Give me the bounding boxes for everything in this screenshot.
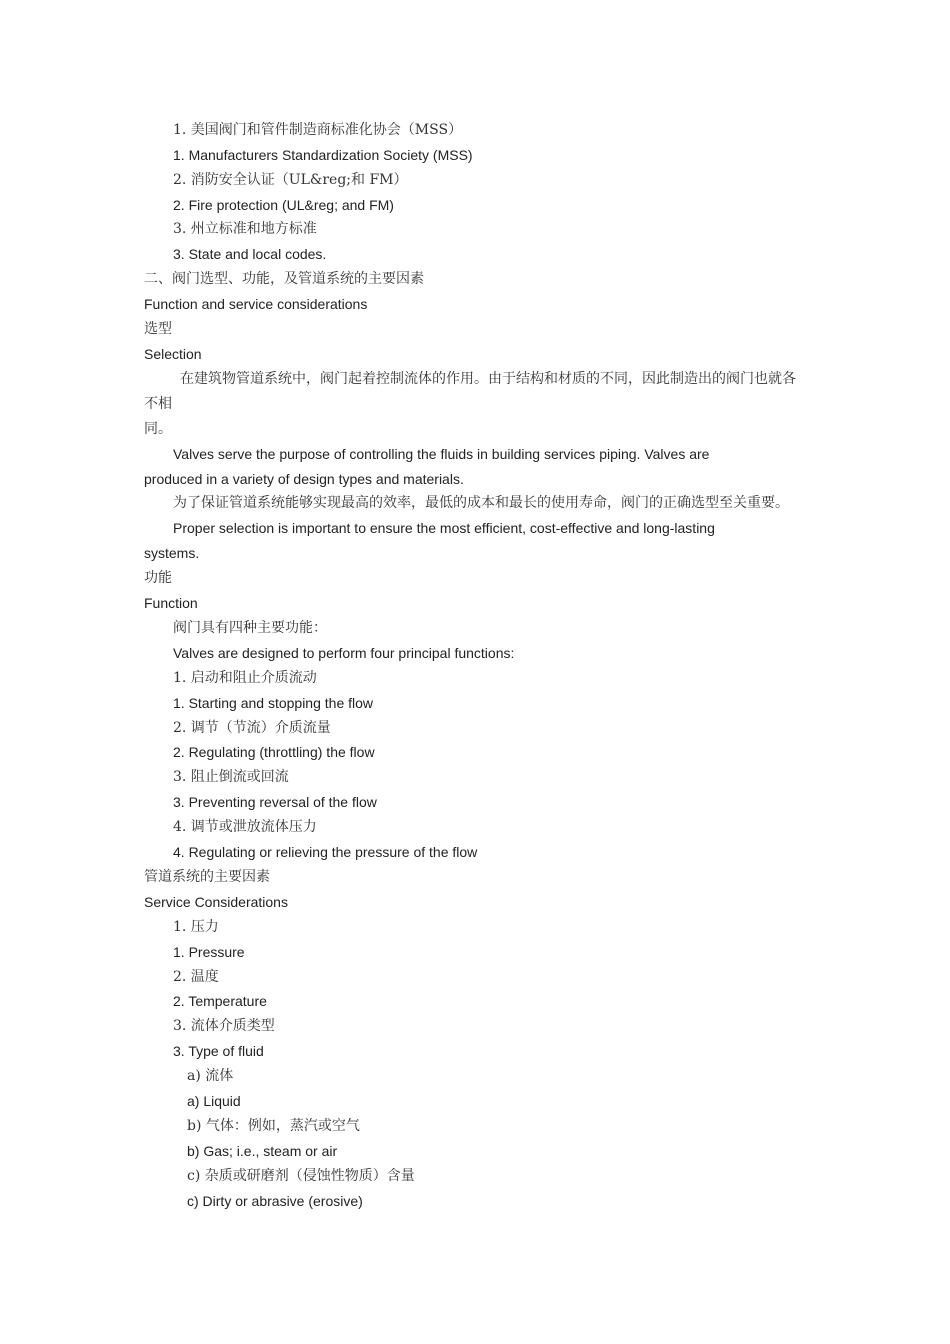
sub-item-abrasive-en: c) Dirty or abrasive (erosive) xyxy=(187,1193,363,1209)
subheading-service-zh: 管道系统的主要因素 xyxy=(144,869,270,885)
sub-item-liquid-en: a) Liquid xyxy=(187,1093,241,1109)
paragraph-proper-selection-en-line-1: Proper selection is important to ensure the most efficient, cost-effective and long-lasting xyxy=(173,520,715,536)
list-item-temperature-en: 2. Temperature xyxy=(173,993,267,1009)
paragraph-selection-en-line-2: produced in a variety of design types and materials. xyxy=(144,471,464,487)
sub-item-gas-en: b) Gas; i.e., steam or air xyxy=(187,1143,338,1159)
paragraph-selection-zh-line-2: 不相 xyxy=(144,396,172,412)
paragraph-proper-selection-zh: 为了保证管道系统能够实现最高的效率，最低的成本和最长的使用寿命，阀门的正确选型至关重要。 xyxy=(173,495,789,511)
function-intro-zh: 阀门具有四种主要功能： xyxy=(173,620,327,636)
list-item-regulating-en: 2. Regulating (throttling) the flow xyxy=(173,744,375,760)
list-item-reversal-zh: 3. 阻止倒流或回流 xyxy=(173,769,289,785)
sub-item-abrasive-zh: c) 杂质或研磨剂（侵蚀性物质）含量 xyxy=(187,1168,415,1184)
list-item-mss-en: 1. Manufacturers Standardization Society (MSS) xyxy=(173,147,473,163)
list-item-state-codes-zh: 3. 州立标准和地方标准 xyxy=(173,221,317,237)
subheading-selection-zh: 选型 xyxy=(144,321,172,337)
subheading-function-en: Function xyxy=(144,595,198,611)
list-item-mss-zh: 1. 美国阀门和管件制造商标准化协会（MSS） xyxy=(173,122,463,138)
subheading-selection-en: Selection xyxy=(144,346,202,362)
list-item-pressure-relief-zh: 4. 调节或泄放流体压力 xyxy=(173,819,317,835)
list-item-regulating-zh: 2. 调节（节流）介质流量 xyxy=(173,720,331,736)
list-item-fire-protection-zh: 2. 消防安全认证（UL&reg;和 FM） xyxy=(173,172,408,188)
list-item-fluid-type-zh: 3. 流体介质类型 xyxy=(173,1018,275,1034)
sub-item-liquid-zh: a) 流体 xyxy=(187,1068,234,1084)
subheading-service-en: Service Considerations xyxy=(144,894,288,910)
paragraph-selection-en-line-1: Valves serve the purpose of controlling the fluids in building services piping. Valves are xyxy=(173,446,710,462)
paragraph-selection-zh-line-1: 在建筑物管道系统中，阀门起着控制流体的作用。由于结构和材质的不同，因此制造出的阀门也就各 xyxy=(180,371,796,387)
list-item-reversal-en: 3. Preventing reversal of the flow xyxy=(173,794,377,810)
list-item-starting-zh: 1. 启动和阻止介质流动 xyxy=(173,670,317,686)
subheading-function-zh: 功能 xyxy=(144,570,172,586)
sub-item-gas-zh: b) 气体：例如，蒸汽或空气 xyxy=(187,1118,360,1134)
list-item-pressure-zh: 1. 压力 xyxy=(173,919,219,935)
list-item-pressure-relief-en: 4. Regulating or relieving the pressure of the flow xyxy=(173,844,478,860)
list-item-fluid-type-en: 3. Type of fluid xyxy=(173,1043,264,1059)
list-item-starting-en: 1. Starting and stopping the flow xyxy=(173,695,374,711)
list-item-fire-protection-en: 2. Fire protection (UL&reg; and FM) xyxy=(173,197,394,213)
function-intro-en: Valves are designed to perform four principal functions: xyxy=(173,645,515,661)
section-heading-zh: 二、阀门选型、功能，及管道系统的主要因素 xyxy=(144,271,424,287)
list-item-state-codes-en: 3. State and local codes. xyxy=(173,246,327,262)
paragraph-selection-zh-line-3: 同。 xyxy=(144,421,172,437)
paragraph-proper-selection-en-line-2: systems. xyxy=(144,545,200,561)
list-item-temperature-zh: 2. 温度 xyxy=(173,969,219,985)
list-item-pressure-en: 1. Pressure xyxy=(173,944,245,960)
section-heading-en: Function and service considerations xyxy=(144,296,368,312)
